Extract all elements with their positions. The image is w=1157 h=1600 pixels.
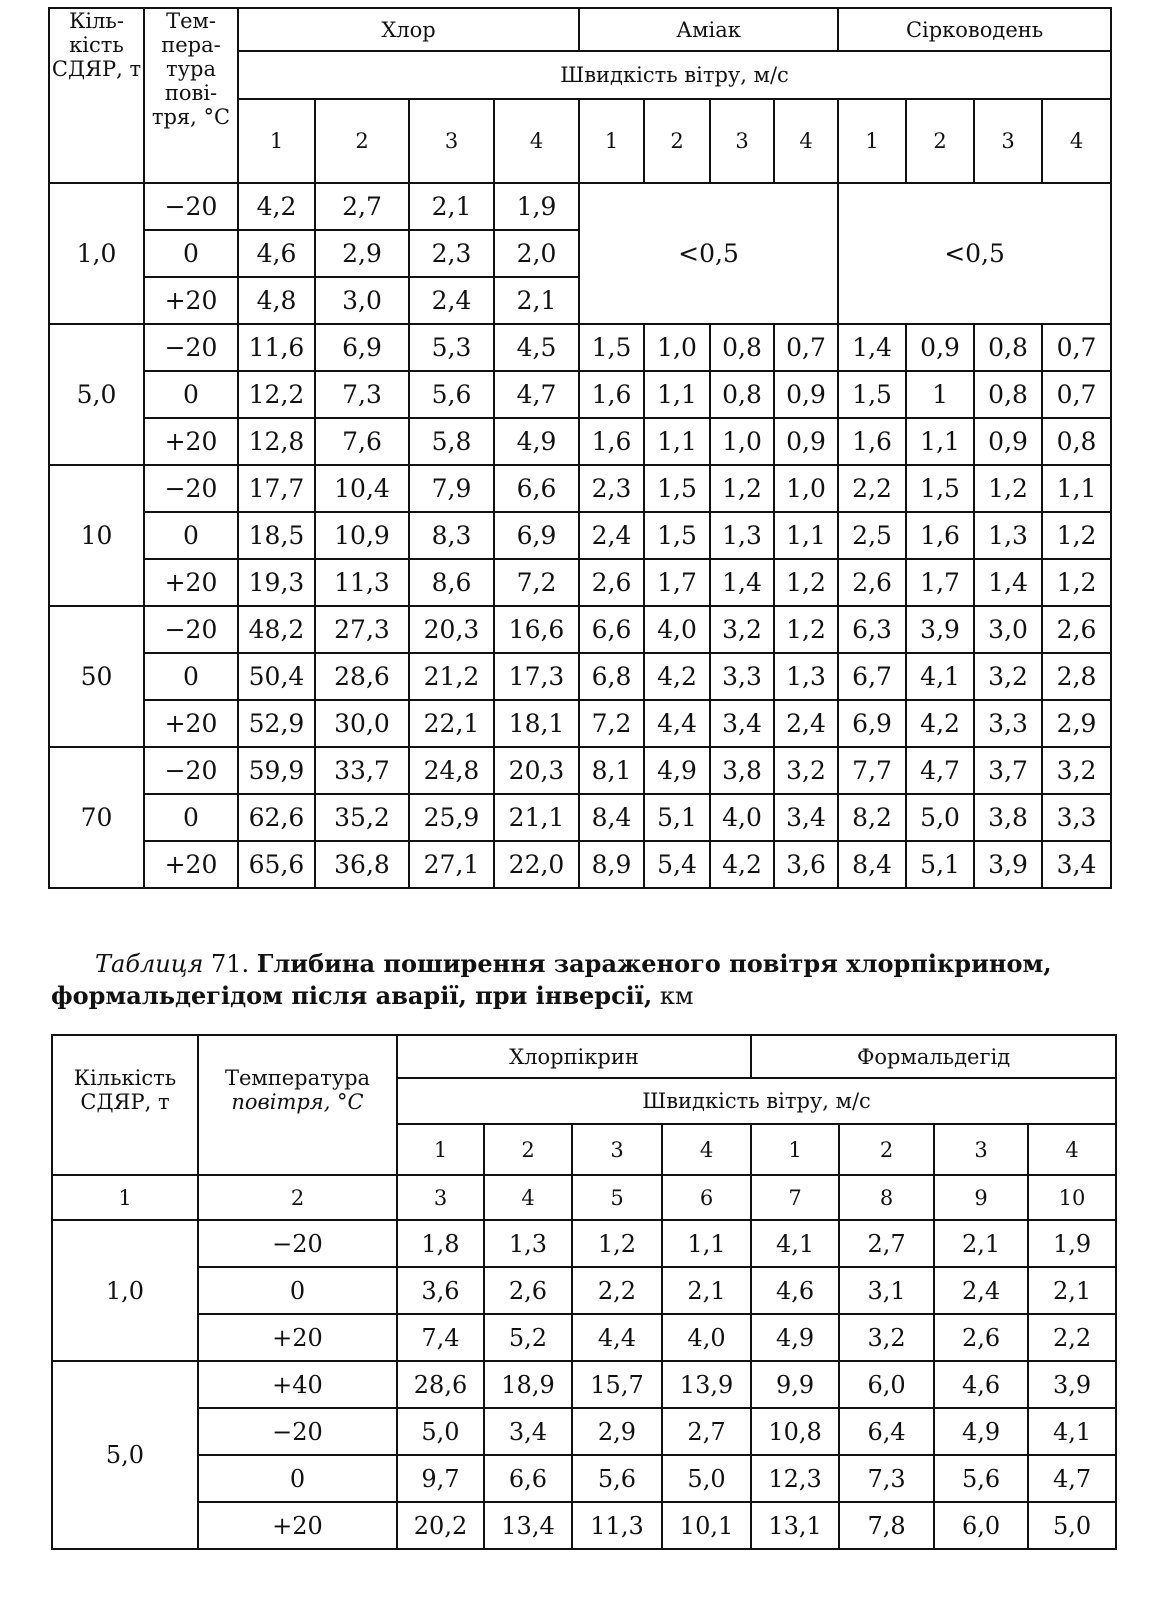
value-cell: 1,1: [774, 512, 838, 559]
header-wind-speed: Швидкість вітру, м/с: [397, 1078, 1116, 1124]
value-cell: 35,2: [315, 794, 409, 841]
value-cell: 1,5: [838, 371, 906, 418]
header-speed-cell: 2: [839, 1124, 934, 1175]
header-wind-speed: Швидкість вітру, м/с: [238, 51, 1111, 99]
hazard-table-1: [48, 7, 1112, 889]
value-cell: 1,4: [838, 324, 906, 371]
value-cell: 2,9: [315, 230, 409, 277]
value-cell: 1,1: [906, 418, 974, 465]
value-cell: 3,4: [484, 1408, 572, 1455]
value-cell: 6,6: [579, 606, 644, 653]
value-cell: 3,3: [1042, 794, 1111, 841]
value-cell: 4,7: [494, 371, 579, 418]
value-cell: 3,4: [1042, 841, 1111, 888]
value-cell: 18,5: [238, 512, 315, 559]
column-number-cell: 8: [839, 1175, 934, 1220]
value-cell: 4,1: [1028, 1408, 1116, 1455]
value-cell: 0,7: [1042, 371, 1111, 418]
value-cell: 1,0: [644, 324, 710, 371]
value-cell: 65,6: [238, 841, 315, 888]
value-cell: 3,9: [1028, 1361, 1116, 1408]
value-cell: 8,2: [838, 794, 906, 841]
value-cell: 2,3: [409, 230, 494, 277]
header-speed-cell: 4: [494, 99, 579, 183]
value-cell: 5,0: [906, 794, 974, 841]
value-cell: 0,9: [974, 418, 1042, 465]
value-cell: 1,2: [1042, 559, 1111, 606]
value-cell: 8,1: [579, 747, 644, 794]
temperature-cell: +20: [144, 841, 238, 888]
value-cell: 9,9: [751, 1361, 839, 1408]
temperature-cell: +20: [198, 1502, 397, 1549]
value-cell: 3,9: [906, 606, 974, 653]
value-cell: 8,4: [838, 841, 906, 888]
value-cell: 6,7: [838, 653, 906, 700]
value-cell: 0,8: [710, 371, 774, 418]
temperature-cell: 0: [144, 512, 238, 559]
value-cell: 2,4: [409, 277, 494, 324]
value-cell: 2,4: [774, 700, 838, 747]
column-number-cell: 6: [662, 1175, 751, 1220]
value-cell: 1,5: [579, 324, 644, 371]
header-speed-cell: 2: [484, 1124, 572, 1175]
value-cell: 27,3: [315, 606, 409, 653]
value-cell: 1,2: [710, 465, 774, 512]
value-cell: 8,6: [409, 559, 494, 606]
value-cell: 16,6: [494, 606, 579, 653]
caption-unit: км: [659, 982, 694, 1010]
header-speed-cell: 2: [644, 99, 710, 183]
header-hydrogen-sulfide: Сірководень: [838, 8, 1111, 51]
value-cell: 15,7: [572, 1361, 662, 1408]
value-cell: 1,3: [710, 512, 774, 559]
value-cell: 1,6: [579, 371, 644, 418]
column-number-cell: 9: [934, 1175, 1028, 1220]
value-cell: 6,8: [579, 653, 644, 700]
value-cell: 2,1: [1028, 1267, 1116, 1314]
temperature-cell: +20: [144, 700, 238, 747]
value-cell: 2,6: [579, 559, 644, 606]
value-cell: 4,7: [1028, 1455, 1116, 1502]
value-cell: 3,7: [974, 747, 1042, 794]
value-cell: 7,6: [315, 418, 409, 465]
value-cell: 1,1: [662, 1220, 751, 1267]
value-cell: 7,3: [839, 1455, 934, 1502]
value-cell: 20,2: [397, 1502, 484, 1549]
temperature-cell: −20: [144, 465, 238, 512]
value-cell: 5,3: [409, 324, 494, 371]
value-cell: 33,7: [315, 747, 409, 794]
value-cell: 4,5: [494, 324, 579, 371]
value-cell: 3,8: [710, 747, 774, 794]
header-speed-cell: 4: [774, 99, 838, 183]
value-cell: 3,4: [710, 700, 774, 747]
header-temperature: [198, 1035, 397, 1175]
temperature-cell: +20: [144, 418, 238, 465]
value-cell: 1,5: [906, 465, 974, 512]
temperature-cell: +20: [144, 277, 238, 324]
value-cell: 28,6: [315, 653, 409, 700]
value-cell: 1,7: [906, 559, 974, 606]
amount-cell: 1,0: [49, 183, 144, 324]
amount-cell: 1,0: [52, 1220, 198, 1361]
value-cell: 2,6: [1042, 606, 1111, 653]
caption-label: Таблиця: [95, 950, 204, 978]
value-cell: 0,8: [974, 371, 1042, 418]
header-speed-cell: 4: [1028, 1124, 1116, 1175]
header-speed-cell: 3: [572, 1124, 662, 1175]
value-cell: 7,9: [409, 465, 494, 512]
value-cell: 3,2: [839, 1314, 934, 1361]
header-speed-cell: 4: [1042, 99, 1111, 183]
value-cell: 5,1: [906, 841, 974, 888]
value-cell: 1,2: [774, 559, 838, 606]
caption-number: 71.: [210, 950, 250, 978]
temperature-cell: 0: [198, 1455, 397, 1502]
header-temperature-line2: повітря, °C: [231, 1090, 364, 1114]
value-cell: 5,1: [644, 794, 710, 841]
value-cell: 4,4: [572, 1314, 662, 1361]
value-cell: 1,6: [838, 418, 906, 465]
value-cell: 1,0: [774, 465, 838, 512]
value-cell: 7,2: [579, 700, 644, 747]
value-cell: 2,1: [934, 1220, 1028, 1267]
value-cell: 13,9: [662, 1361, 751, 1408]
value-cell: 5,8: [409, 418, 494, 465]
value-cell: 4,6: [238, 230, 315, 277]
temperature-cell: −20: [144, 606, 238, 653]
value-cell: 5,0: [662, 1455, 751, 1502]
header-temperature: Тем-пера-тура пові-тря, °C: [144, 8, 238, 183]
value-cell: 12,2: [238, 371, 315, 418]
value-cell: 4,1: [751, 1220, 839, 1267]
caption-text: Глибина поширення зараженого повітря хлорпікрином, формальдегідом після аварії, при інверсії,: [51, 949, 1052, 1010]
value-cell: 6,9: [494, 512, 579, 559]
value-cell: 4,2: [238, 183, 315, 230]
value-cell: 1,2: [774, 606, 838, 653]
value-cell: 1,2: [572, 1220, 662, 1267]
value-cell: 30,0: [315, 700, 409, 747]
value-cell: 5,6: [409, 371, 494, 418]
value-cell: 1,1: [1042, 465, 1111, 512]
value-cell: 3,3: [974, 700, 1042, 747]
value-cell: 11,6: [238, 324, 315, 371]
value-cell: 2,2: [572, 1267, 662, 1314]
value-cell: 3,2: [774, 747, 838, 794]
header-speed-cell: 1: [579, 99, 644, 183]
value-cell: 4,4: [644, 700, 710, 747]
value-cell: 3,3: [710, 653, 774, 700]
value-cell: 1,5: [644, 465, 710, 512]
value-cell: 3,9: [974, 841, 1042, 888]
value-cell: 2,7: [315, 183, 409, 230]
value-cell: 0,9: [906, 324, 974, 371]
value-cell: 3,2: [974, 653, 1042, 700]
value-cell: 2,1: [409, 183, 494, 230]
value-cell: 6,9: [838, 700, 906, 747]
value-cell: 5,2: [484, 1314, 572, 1361]
value-cell: 5,4: [644, 841, 710, 888]
value-cell: 10,9: [315, 512, 409, 559]
value-cell: 27,1: [409, 841, 494, 888]
value-cell: 2,8: [1042, 653, 1111, 700]
value-cell: 0,7: [774, 324, 838, 371]
header-amount: Кіль-кість СДЯР, т: [49, 8, 144, 183]
value-cell: 25,9: [409, 794, 494, 841]
value-cell: 59,9: [238, 747, 315, 794]
amount-cell: 10: [49, 465, 144, 606]
temperature-cell: −20: [144, 183, 238, 230]
value-cell: 18,9: [484, 1361, 572, 1408]
temperature-cell: −20: [198, 1408, 397, 1455]
header-speed-cell: 3: [710, 99, 774, 183]
value-cell: 1: [906, 371, 974, 418]
value-cell: 6,6: [484, 1455, 572, 1502]
value-cell: 9,7: [397, 1455, 484, 1502]
value-cell: 1,3: [484, 1220, 572, 1267]
value-cell: 3,2: [1042, 747, 1111, 794]
less-than-merged-cell: <0,5: [579, 183, 838, 324]
temperature-cell: 0: [144, 371, 238, 418]
value-cell: 3,0: [974, 606, 1042, 653]
value-cell: 1,6: [906, 512, 974, 559]
header-formaldehyde: Формальдегід: [751, 1035, 1116, 1078]
amount-cell: 50: [49, 606, 144, 747]
value-cell: 0,8: [710, 324, 774, 371]
column-number-cell: 2: [198, 1175, 397, 1220]
value-cell: 0,9: [774, 371, 838, 418]
value-cell: 4,2: [906, 700, 974, 747]
value-cell: 22,1: [409, 700, 494, 747]
value-cell: 4,9: [494, 418, 579, 465]
column-number-cell: 7: [751, 1175, 839, 1220]
value-cell: 7,7: [838, 747, 906, 794]
value-cell: 48,2: [238, 606, 315, 653]
value-cell: 2,3: [579, 465, 644, 512]
header-temperature-line1: Температура: [224, 1066, 371, 1090]
value-cell: 2,1: [662, 1267, 751, 1314]
value-cell: 2,2: [1028, 1314, 1116, 1361]
value-cell: 3,1: [839, 1267, 934, 1314]
value-cell: 4,0: [644, 606, 710, 653]
value-cell: 1,2: [974, 465, 1042, 512]
header-speed-cell: 3: [974, 99, 1042, 183]
value-cell: 50,4: [238, 653, 315, 700]
value-cell: 21,2: [409, 653, 494, 700]
value-cell: 1,6: [579, 418, 644, 465]
value-cell: 5,6: [934, 1455, 1028, 1502]
header-ammonia: Аміак: [579, 8, 838, 51]
amount-cell: 70: [49, 747, 144, 888]
header-speed-cell: 4: [662, 1124, 751, 1175]
value-cell: 13,4: [484, 1502, 572, 1549]
amount-cell: 5,0: [52, 1361, 198, 1549]
value-cell: 21,1: [494, 794, 579, 841]
value-cell: 4,9: [934, 1408, 1028, 1455]
value-cell: 1,2: [1042, 512, 1111, 559]
value-cell: 1,9: [494, 183, 579, 230]
value-cell: 1,3: [974, 512, 1042, 559]
value-cell: 4,2: [644, 653, 710, 700]
value-cell: 5,6: [572, 1455, 662, 1502]
value-cell: 1,4: [710, 559, 774, 606]
value-cell: 3,8: [974, 794, 1042, 841]
header-speed-cell: 2: [906, 99, 974, 183]
value-cell: 1,1: [644, 371, 710, 418]
value-cell: 4,0: [710, 794, 774, 841]
value-cell: 1,5: [644, 512, 710, 559]
value-cell: 28,6: [397, 1361, 484, 1408]
value-cell: 6,4: [839, 1408, 934, 1455]
value-cell: 3,6: [774, 841, 838, 888]
temperature-cell: 0: [144, 653, 238, 700]
value-cell: 1,1: [644, 418, 710, 465]
header-speed-cell: 3: [934, 1124, 1028, 1175]
value-cell: 0,9: [774, 418, 838, 465]
value-cell: 4,9: [751, 1314, 839, 1361]
value-cell: 2,6: [838, 559, 906, 606]
value-cell: 8,4: [579, 794, 644, 841]
value-cell: 3,4: [774, 794, 838, 841]
value-cell: 6,9: [315, 324, 409, 371]
temperature-cell: +20: [144, 559, 238, 606]
column-number-cell: 5: [572, 1175, 662, 1220]
table-caption: [51, 948, 1113, 1012]
value-cell: 6,0: [934, 1502, 1028, 1549]
header-speed-cell: 1: [751, 1124, 839, 1175]
temperature-cell: 0: [144, 230, 238, 277]
value-cell: 4,6: [934, 1361, 1028, 1408]
value-cell: 7,3: [315, 371, 409, 418]
value-cell: 4,0: [662, 1314, 751, 1361]
value-cell: 12,3: [751, 1455, 839, 1502]
header-speed-cell: 3: [409, 99, 494, 183]
value-cell: 2,5: [838, 512, 906, 559]
value-cell: 4,1: [906, 653, 974, 700]
value-cell: 10,4: [315, 465, 409, 512]
value-cell: 7,4: [397, 1314, 484, 1361]
value-cell: 18,1: [494, 700, 579, 747]
header-chloropicrin: Хлорпікрин: [397, 1035, 751, 1078]
amount-cell: 5,0: [49, 324, 144, 465]
value-cell: 2,7: [662, 1408, 751, 1455]
temperature-cell: +20: [198, 1314, 397, 1361]
value-cell: 0,7: [1042, 324, 1111, 371]
temperature-cell: 0: [198, 1267, 397, 1314]
column-number-cell: 10: [1028, 1175, 1116, 1220]
value-cell: 8,9: [579, 841, 644, 888]
value-cell: 36,8: [315, 841, 409, 888]
value-cell: 20,3: [494, 747, 579, 794]
header-speed-cell: 1: [238, 99, 315, 183]
value-cell: 2,4: [934, 1267, 1028, 1314]
temperature-cell: −20: [144, 324, 238, 371]
value-cell: 52,9: [238, 700, 315, 747]
value-cell: 1,3: [774, 653, 838, 700]
value-cell: 1,7: [644, 559, 710, 606]
header-speed-cell: 2: [315, 99, 409, 183]
value-cell: 4,9: [644, 747, 710, 794]
value-cell: 17,7: [238, 465, 315, 512]
temperature-cell: −20: [144, 747, 238, 794]
value-cell: 2,1: [494, 277, 579, 324]
value-cell: 0,8: [1042, 418, 1111, 465]
value-cell: 17,3: [494, 653, 579, 700]
value-cell: 2,4: [579, 512, 644, 559]
value-cell: 2,6: [934, 1314, 1028, 1361]
value-cell: 0,8: [974, 324, 1042, 371]
header-speed-cell: 1: [838, 99, 906, 183]
value-cell: 7,8: [839, 1502, 934, 1549]
value-cell: 4,6: [751, 1267, 839, 1314]
value-cell: 4,7: [906, 747, 974, 794]
value-cell: 7,2: [494, 559, 579, 606]
temperature-cell: +40: [198, 1361, 397, 1408]
column-number-cell: 3: [397, 1175, 484, 1220]
value-cell: 2,2: [838, 465, 906, 512]
value-cell: 13,1: [751, 1502, 839, 1549]
hazard-table-2: [51, 1034, 1117, 1550]
value-cell: 62,6: [238, 794, 315, 841]
value-cell: 11,3: [315, 559, 409, 606]
temperature-cell: −20: [198, 1220, 397, 1267]
column-number-cell: 4: [484, 1175, 572, 1220]
header-speed-cell: 1: [397, 1124, 484, 1175]
value-cell: 3,2: [710, 606, 774, 653]
value-cell: 6,3: [838, 606, 906, 653]
value-cell: 2,9: [572, 1408, 662, 1455]
value-cell: 2,0: [494, 230, 579, 277]
value-cell: 1,8: [397, 1220, 484, 1267]
value-cell: 8,3: [409, 512, 494, 559]
value-cell: 6,0: [839, 1361, 934, 1408]
value-cell: 24,8: [409, 747, 494, 794]
temperature-cell: 0: [144, 794, 238, 841]
value-cell: 1,0: [710, 418, 774, 465]
value-cell: 10,1: [662, 1502, 751, 1549]
header-chlorine: Хлор: [238, 8, 579, 51]
value-cell: 2,7: [839, 1220, 934, 1267]
value-cell: 22,0: [494, 841, 579, 888]
value-cell: 5,0: [397, 1408, 484, 1455]
value-cell: 12,8: [238, 418, 315, 465]
value-cell: 1,9: [1028, 1220, 1116, 1267]
column-number-cell: 1: [52, 1175, 198, 1220]
value-cell: 10,8: [751, 1408, 839, 1455]
value-cell: 3,0: [315, 277, 409, 324]
value-cell: 3,6: [397, 1267, 484, 1314]
value-cell: 6,6: [494, 465, 579, 512]
value-cell: 20,3: [409, 606, 494, 653]
header-amount: Кількість СДЯР, т: [52, 1035, 198, 1175]
value-cell: 1,4: [974, 559, 1042, 606]
value-cell: 5,0: [1028, 1502, 1116, 1549]
value-cell: 2,6: [484, 1267, 572, 1314]
value-cell: 4,2: [710, 841, 774, 888]
less-than-merged-cell: <0,5: [838, 183, 1111, 324]
value-cell: 2,9: [1042, 700, 1111, 747]
value-cell: 11,3: [572, 1502, 662, 1549]
value-cell: 4,8: [238, 277, 315, 324]
value-cell: 19,3: [238, 559, 315, 606]
